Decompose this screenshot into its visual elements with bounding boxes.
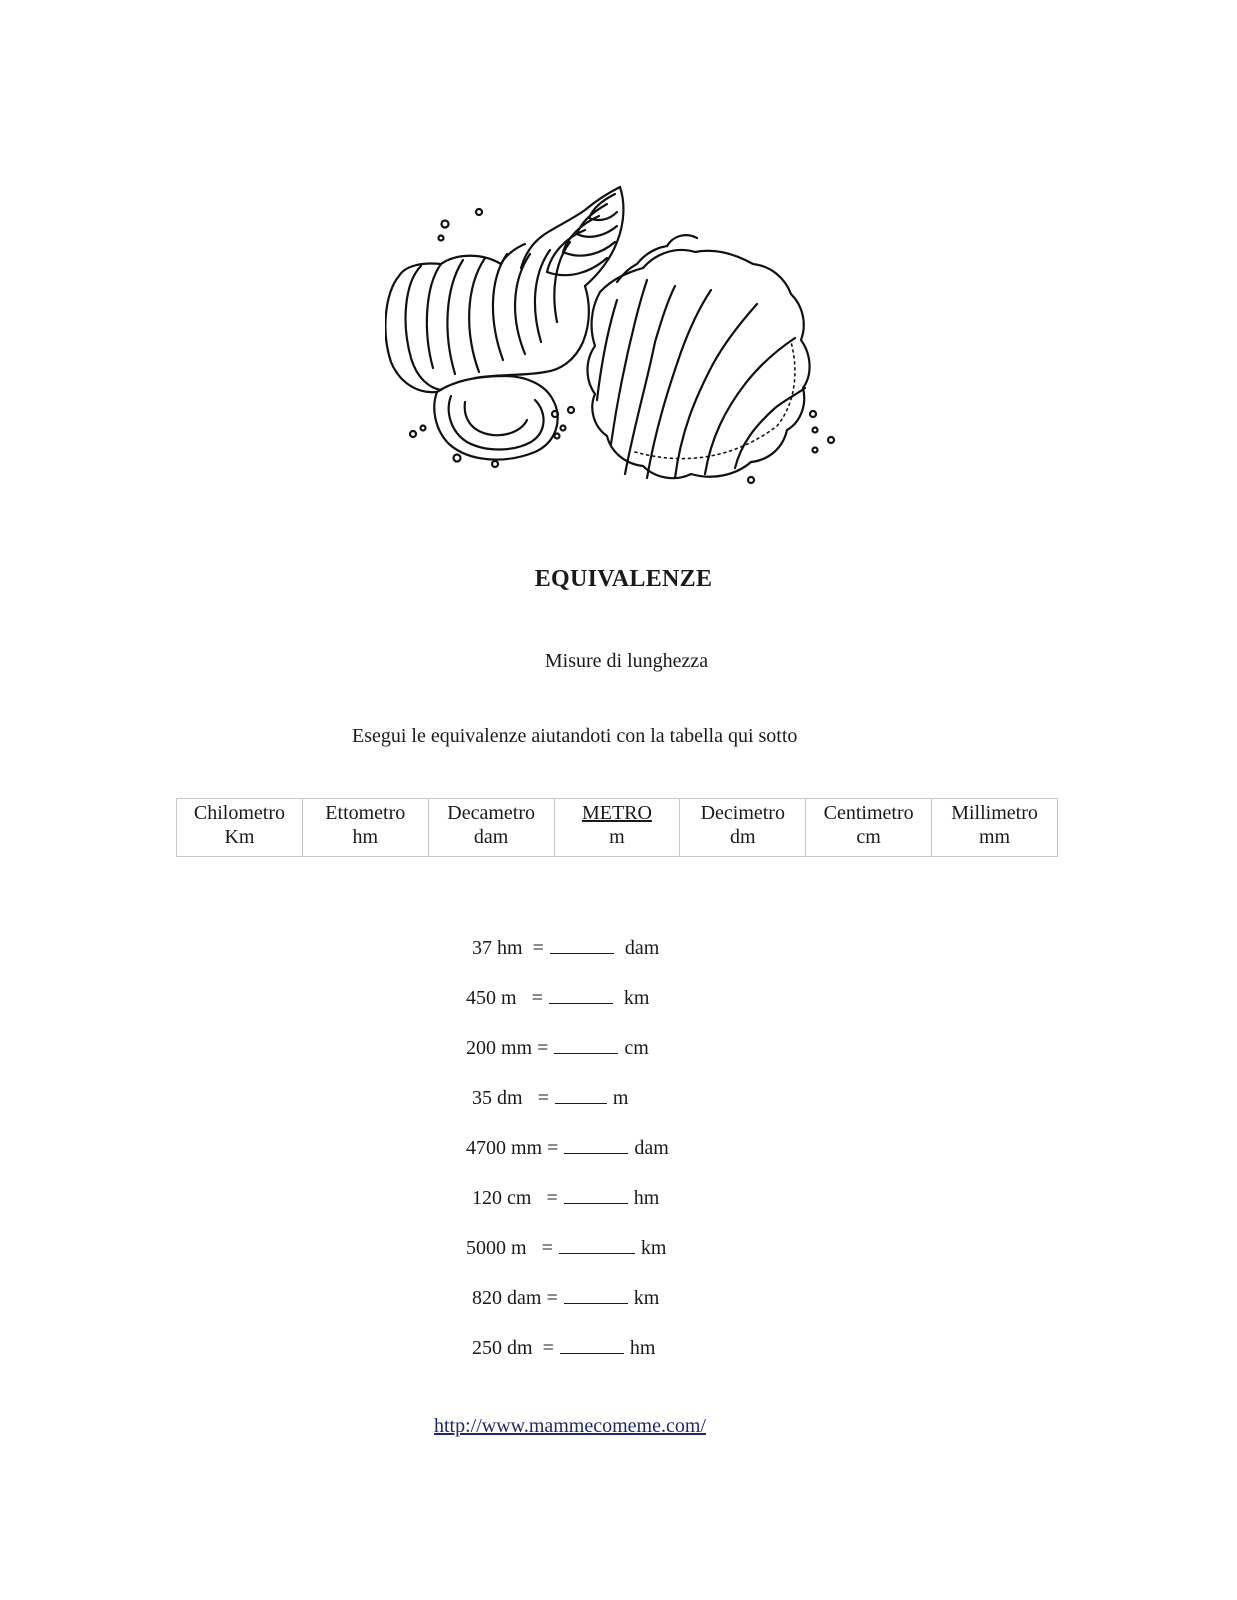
unit-name: Ettometro [325, 802, 406, 824]
exercise-left: 200 mm [466, 1037, 533, 1059]
exercise-target: dam [624, 937, 660, 959]
units-table [176, 798, 1058, 857]
exercise-left: 820 dam [472, 1287, 542, 1309]
instruction-text: Esegui le equivalenze aiutandoti con la tabella qui sotto [352, 725, 798, 747]
unit-cell-millimetro [932, 799, 1058, 857]
unit-abbr: Km [224, 826, 255, 848]
exercise-row [472, 1185, 659, 1210]
exercise-equals: = [531, 987, 543, 1009]
website-link[interactable]: http://www.mammecomeme.com/ [434, 1415, 706, 1437]
page-title: EQUIVALENZE [534, 566, 713, 592]
exercise-left: 120 cm [472, 1187, 532, 1209]
unit-cell-decimetro [680, 799, 806, 857]
unit-name: METRO [581, 802, 652, 824]
exercise-equals: = [542, 1337, 554, 1359]
unit-abbr: m [609, 826, 625, 848]
exercise-row [466, 1035, 649, 1060]
exercise-left: 5000 m [466, 1237, 527, 1259]
exercise-equals: = [541, 1237, 553, 1259]
seashells-illustration-icon [385, 182, 845, 494]
exercise-target: dam [634, 1137, 669, 1159]
exercise-target: hm [633, 1187, 660, 1209]
exercise-target: hm [629, 1337, 656, 1359]
exercise-equals: = [532, 937, 544, 959]
exercise-row [472, 1335, 655, 1360]
unit-abbr: hm [352, 826, 379, 848]
exercise-row [466, 1135, 669, 1160]
exercise-target: m [612, 1087, 629, 1109]
unit-name: Millimetro [951, 802, 1038, 824]
unit-name: Centimetro [823, 802, 914, 824]
unit-cell-ettometro [302, 799, 428, 857]
answer-blank[interactable] [559, 1235, 635, 1254]
exercise-target: km [633, 1287, 660, 1309]
units-row [177, 799, 1058, 857]
exercise-row [472, 1285, 659, 1310]
exercise-row [472, 1085, 628, 1110]
answer-blank[interactable] [564, 1285, 628, 1304]
unit-cell-chilometro [177, 799, 303, 857]
answer-blank[interactable] [550, 935, 614, 954]
exercise-equals: = [546, 1287, 558, 1309]
exercise-equals: = [537, 1037, 549, 1059]
exercise-left: 35 dm [472, 1087, 523, 1109]
answer-blank[interactable] [564, 1135, 628, 1154]
exercise-equals: = [547, 1137, 559, 1159]
unit-name: Decimetro [700, 802, 785, 824]
unit-abbr: cm [856, 826, 881, 848]
answer-blank[interactable] [555, 1085, 607, 1104]
unit-abbr: mm [978, 826, 1011, 848]
answer-blank[interactable] [549, 985, 613, 1004]
exercise-left: 250 dm [472, 1337, 533, 1359]
exercise-left: 450 m [466, 987, 517, 1009]
unit-abbr: dam [473, 826, 509, 848]
answer-blank[interactable] [554, 1035, 618, 1054]
answer-blank[interactable] [560, 1335, 624, 1354]
exercise-target: km [640, 1237, 667, 1259]
exercise-left: 4700 mm [466, 1137, 543, 1159]
answer-blank[interactable] [564, 1185, 628, 1204]
page-subtitle: Misure di lunghezza [544, 650, 709, 672]
exercise-row [472, 935, 659, 960]
exercise-equals: = [537, 1087, 549, 1109]
unit-name: Decametro [447, 802, 535, 824]
unit-cell-centimetro [806, 799, 932, 857]
exercise-target: cm [624, 1037, 649, 1059]
exercise-left: 37 hm [472, 937, 523, 959]
exercise-row [466, 1235, 666, 1260]
unit-cell-decametro [428, 799, 554, 857]
exercise-equals: = [546, 1187, 558, 1209]
unit-name: Chilometro [193, 802, 285, 824]
unit-cell-metro [554, 799, 680, 857]
exercise-row [466, 985, 649, 1010]
unit-abbr: dm [729, 826, 756, 848]
exercise-target: km [623, 987, 650, 1009]
